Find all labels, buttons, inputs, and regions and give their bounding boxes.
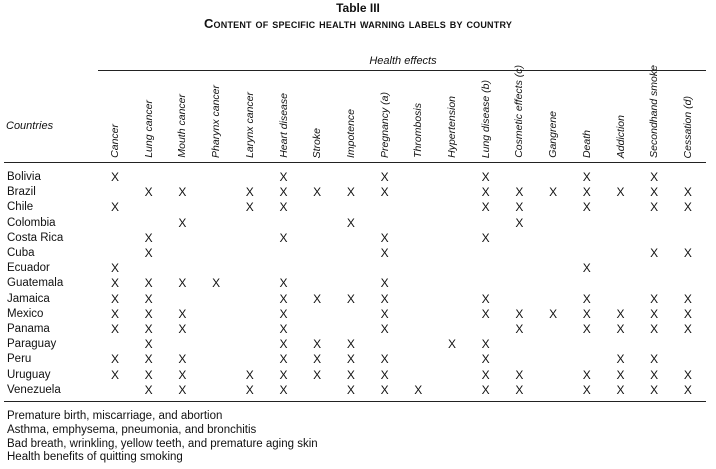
column-header-label: Pharynx cancer (209, 85, 222, 158)
row-country: Peru (7, 353, 32, 366)
column-header-label: Thrombosis (412, 103, 425, 158)
column-header (401, 70, 435, 162)
row-country: Costa Rica (7, 231, 64, 244)
table-cell-mark: X (650, 185, 659, 200)
table-cell-mark: X (582, 306, 591, 321)
table-cell-mark: X (683, 306, 692, 321)
table-cell-mark: X (110, 200, 119, 215)
column-header (671, 70, 705, 162)
table-cell-mark: X (650, 306, 659, 321)
table-cell-mark: X (144, 367, 153, 382)
footnote: Asthma, emphysema, pneumonia, and bronchitis (7, 423, 257, 436)
table-bottom-rule (4, 401, 706, 402)
table-cell-mark: X (481, 200, 490, 215)
header-rule (4, 162, 706, 163)
table-cell-mark: X (245, 367, 254, 382)
table-cell-mark: X (481, 306, 490, 321)
table-cell-mark: X (313, 337, 322, 352)
table-cell-mark: X (212, 276, 221, 291)
column-header-label: Impotence (344, 108, 357, 158)
table-cell-mark: X (178, 352, 187, 367)
table-cell-mark: X (582, 382, 591, 397)
table-cell-mark: X (346, 382, 355, 397)
table-cell-mark: X (144, 230, 153, 245)
table-cell-mark: X (110, 291, 119, 306)
table-cell-mark: X (279, 322, 288, 336)
column-header-label: Addiction (614, 114, 627, 158)
table-cell-mark: X (178, 215, 187, 230)
table-cell-mark: X (178, 185, 187, 200)
column-header-label: Larynx cancer (243, 92, 256, 158)
table-cell-mark: X (144, 306, 153, 321)
table-cell-mark: X (144, 382, 153, 397)
table-cell-mark: X (380, 291, 389, 306)
table-cell-mark: X (582, 367, 591, 382)
table-cell-mark: X (515, 382, 524, 397)
table-cell-mark: X (380, 185, 389, 200)
table-cell-mark: X (481, 367, 490, 382)
table-cell-mark: X (313, 291, 322, 306)
table-cell-mark: X (144, 276, 153, 291)
table-cell-mark: X (515, 322, 524, 336)
table-cell-mark: X (110, 352, 119, 367)
table-cell-mark: X (110, 170, 119, 184)
column-header (199, 70, 233, 162)
table-cell-mark: X (313, 185, 322, 200)
table-cell-mark: X (582, 261, 591, 276)
table-cell-mark: X (414, 382, 423, 397)
table-cell-mark: X (313, 367, 322, 382)
table-cell-mark: X (683, 382, 692, 397)
column-header (233, 70, 267, 162)
table-cell-mark: X (481, 185, 490, 200)
table-cell-mark: X (110, 322, 119, 336)
table-cell-mark: X (110, 276, 119, 291)
table-cell-mark: X (380, 276, 389, 291)
table-title: Content of specific health warning labels by country (203, 16, 513, 31)
table-cell-mark: X (313, 352, 322, 367)
table-cell-mark: X (481, 291, 490, 306)
column-header (469, 70, 503, 162)
table-cell-mark: X (279, 230, 288, 245)
column-header (435, 70, 469, 162)
column-header (368, 70, 402, 162)
table-cell-mark: X (549, 185, 558, 200)
column-header (604, 70, 638, 162)
table-cell-mark: X (515, 215, 524, 230)
column-header (267, 70, 301, 162)
table-cell-mark: X (178, 306, 187, 321)
table-cell-mark: X (515, 306, 524, 321)
table-cell-mark: X (582, 185, 591, 200)
table-cell-mark: X (650, 200, 659, 215)
table-cell-mark: X (279, 352, 288, 367)
table-cell-mark: X (279, 337, 288, 352)
table-cell-mark: X (650, 246, 659, 260)
table-cell-mark: X (582, 170, 591, 184)
table-cell-mark: X (650, 352, 659, 367)
row-country: Panama (7, 323, 50, 335)
table-cell-mark: X (380, 367, 389, 382)
table-cell-mark: X (515, 200, 524, 215)
column-header-label: Cancer (108, 124, 121, 158)
table-cell-mark: X (515, 185, 524, 200)
table-cell-mark: X (346, 291, 355, 306)
table-cell-mark: X (110, 261, 119, 276)
row-country: Jamaica (7, 292, 50, 305)
table-cell-mark: X (380, 230, 389, 245)
column-header (502, 65, 536, 162)
table-cell-mark: X (178, 322, 187, 336)
table-cell-mark: X (582, 322, 591, 336)
column-header (637, 65, 671, 162)
table-cell-mark: X (380, 246, 389, 260)
table-cell-mark: X (616, 352, 625, 367)
health-effects-label: Health effects (369, 55, 437, 67)
column-header (536, 70, 570, 162)
column-header-label: Lung cancer (142, 100, 155, 158)
row-country: Mexico (7, 307, 44, 320)
table-cell-mark: X (279, 200, 288, 215)
row-country: Cuba (7, 247, 35, 259)
table-cell-mark: X (279, 276, 288, 291)
table-cell-mark: X (481, 230, 490, 245)
table-cell-mark: X (683, 185, 692, 200)
table-cell-mark: X (346, 367, 355, 382)
table-cell-mark: X (110, 367, 119, 382)
column-header-label: Secondhand smoke (647, 65, 660, 158)
table-cell-mark: X (515, 367, 524, 382)
table-cell-mark: X (616, 185, 625, 200)
table-cell-mark: X (178, 367, 187, 382)
footnote: Health benefits of quitting smoking (7, 451, 183, 464)
table-cell-mark: X (481, 352, 490, 367)
table-cell-mark: X (616, 322, 625, 336)
column-header (570, 70, 604, 162)
table-cell-mark: X (245, 185, 254, 200)
table-cell-mark: X (346, 215, 355, 230)
table-cell-mark: X (279, 185, 288, 200)
column-header-label: Heart disease (277, 93, 290, 158)
column-header-label: Cosmetic effects (c) (513, 65, 526, 158)
table-cell-mark: X (380, 352, 389, 367)
table-cell-mark: X (650, 291, 659, 306)
table-cell-mark: X (481, 337, 490, 352)
table-cell-mark: X (650, 367, 659, 382)
row-country: Chile (7, 201, 34, 214)
footnote: Bad breath, wrinkling, yellow teeth, and premature aging skin (7, 437, 318, 450)
table-cell-mark: X (380, 170, 389, 184)
table-cell-mark: X (683, 246, 692, 260)
row-country: Bolivia (7, 171, 41, 183)
table-cell-mark: X (346, 185, 355, 200)
row-country: Paraguay (7, 338, 57, 351)
table-cell-mark: X (447, 337, 456, 352)
column-header (334, 70, 368, 162)
table-cell-mark: X (549, 306, 558, 321)
column-header (300, 70, 334, 162)
table-cell-mark: X (245, 200, 254, 215)
footnote: Premature birth, miscarriage, and abortion (7, 410, 223, 422)
table-cell-mark: X (144, 291, 153, 306)
table-cell-mark: X (481, 170, 490, 184)
table-cell-mark: X (178, 276, 187, 291)
column-header-label: Cessation (d) (681, 95, 694, 158)
row-country: Colombia (7, 216, 56, 229)
table-cell-mark: X (650, 170, 659, 184)
table-cell-mark: X (683, 322, 692, 336)
table-cell-mark: X (279, 382, 288, 397)
table-cell-mark: X (279, 306, 288, 321)
table-cell-mark: X (616, 367, 625, 382)
column-header-label: Stroke (310, 127, 323, 158)
table-cell-mark: X (582, 291, 591, 306)
column-header (98, 70, 132, 162)
row-country: Guatemala (7, 277, 64, 290)
table-cell-mark: X (144, 185, 153, 200)
table-cell-mark: X (279, 291, 288, 306)
table-number: Table III (336, 1, 380, 15)
column-header-label: Gangrene (546, 111, 559, 158)
table-cell-mark: X (144, 322, 153, 336)
table-cell-mark: X (650, 322, 659, 336)
table-cell-mark: X (650, 382, 659, 397)
table-cell-mark: X (380, 322, 389, 336)
table-cell-mark: X (279, 367, 288, 382)
column-header (165, 70, 199, 162)
table-cell-mark: X (616, 382, 625, 397)
column-header-label: Mouth cancer (176, 94, 189, 158)
table-cell-mark: X (481, 382, 490, 397)
table-cell-mark: X (178, 382, 187, 397)
column-header-label: Hypertension (445, 96, 458, 158)
table-cell-mark: X (245, 382, 254, 397)
row-country: Brazil (7, 186, 36, 199)
table-cell-mark: X (683, 291, 692, 306)
countries-header: Countries (6, 120, 54, 132)
column-header-label: Lung disease (b) (479, 79, 492, 158)
table-cell-mark: X (110, 306, 119, 321)
table-cell-mark: X (279, 170, 288, 184)
column-header-label: Death (580, 129, 593, 158)
row-country: Uruguay (7, 368, 51, 381)
table-cell-mark: X (144, 352, 153, 367)
table-cell-mark: X (616, 306, 625, 321)
table-cell-mark: X (582, 200, 591, 215)
table-cell-mark: X (380, 306, 389, 321)
row-country: Ecuador (7, 262, 50, 275)
table-cell-mark: X (683, 367, 692, 382)
table-cell-mark: X (144, 246, 153, 260)
row-country: Venezuela (7, 383, 61, 396)
column-header (132, 70, 166, 162)
column-header-label: Pregnancy (a) (378, 92, 391, 158)
table-cell-mark: X (346, 337, 355, 352)
table-cell-mark: X (144, 337, 153, 352)
table-cell-mark: X (380, 382, 389, 397)
table-cell-mark: X (683, 200, 692, 215)
table-cell-mark: X (346, 352, 355, 367)
